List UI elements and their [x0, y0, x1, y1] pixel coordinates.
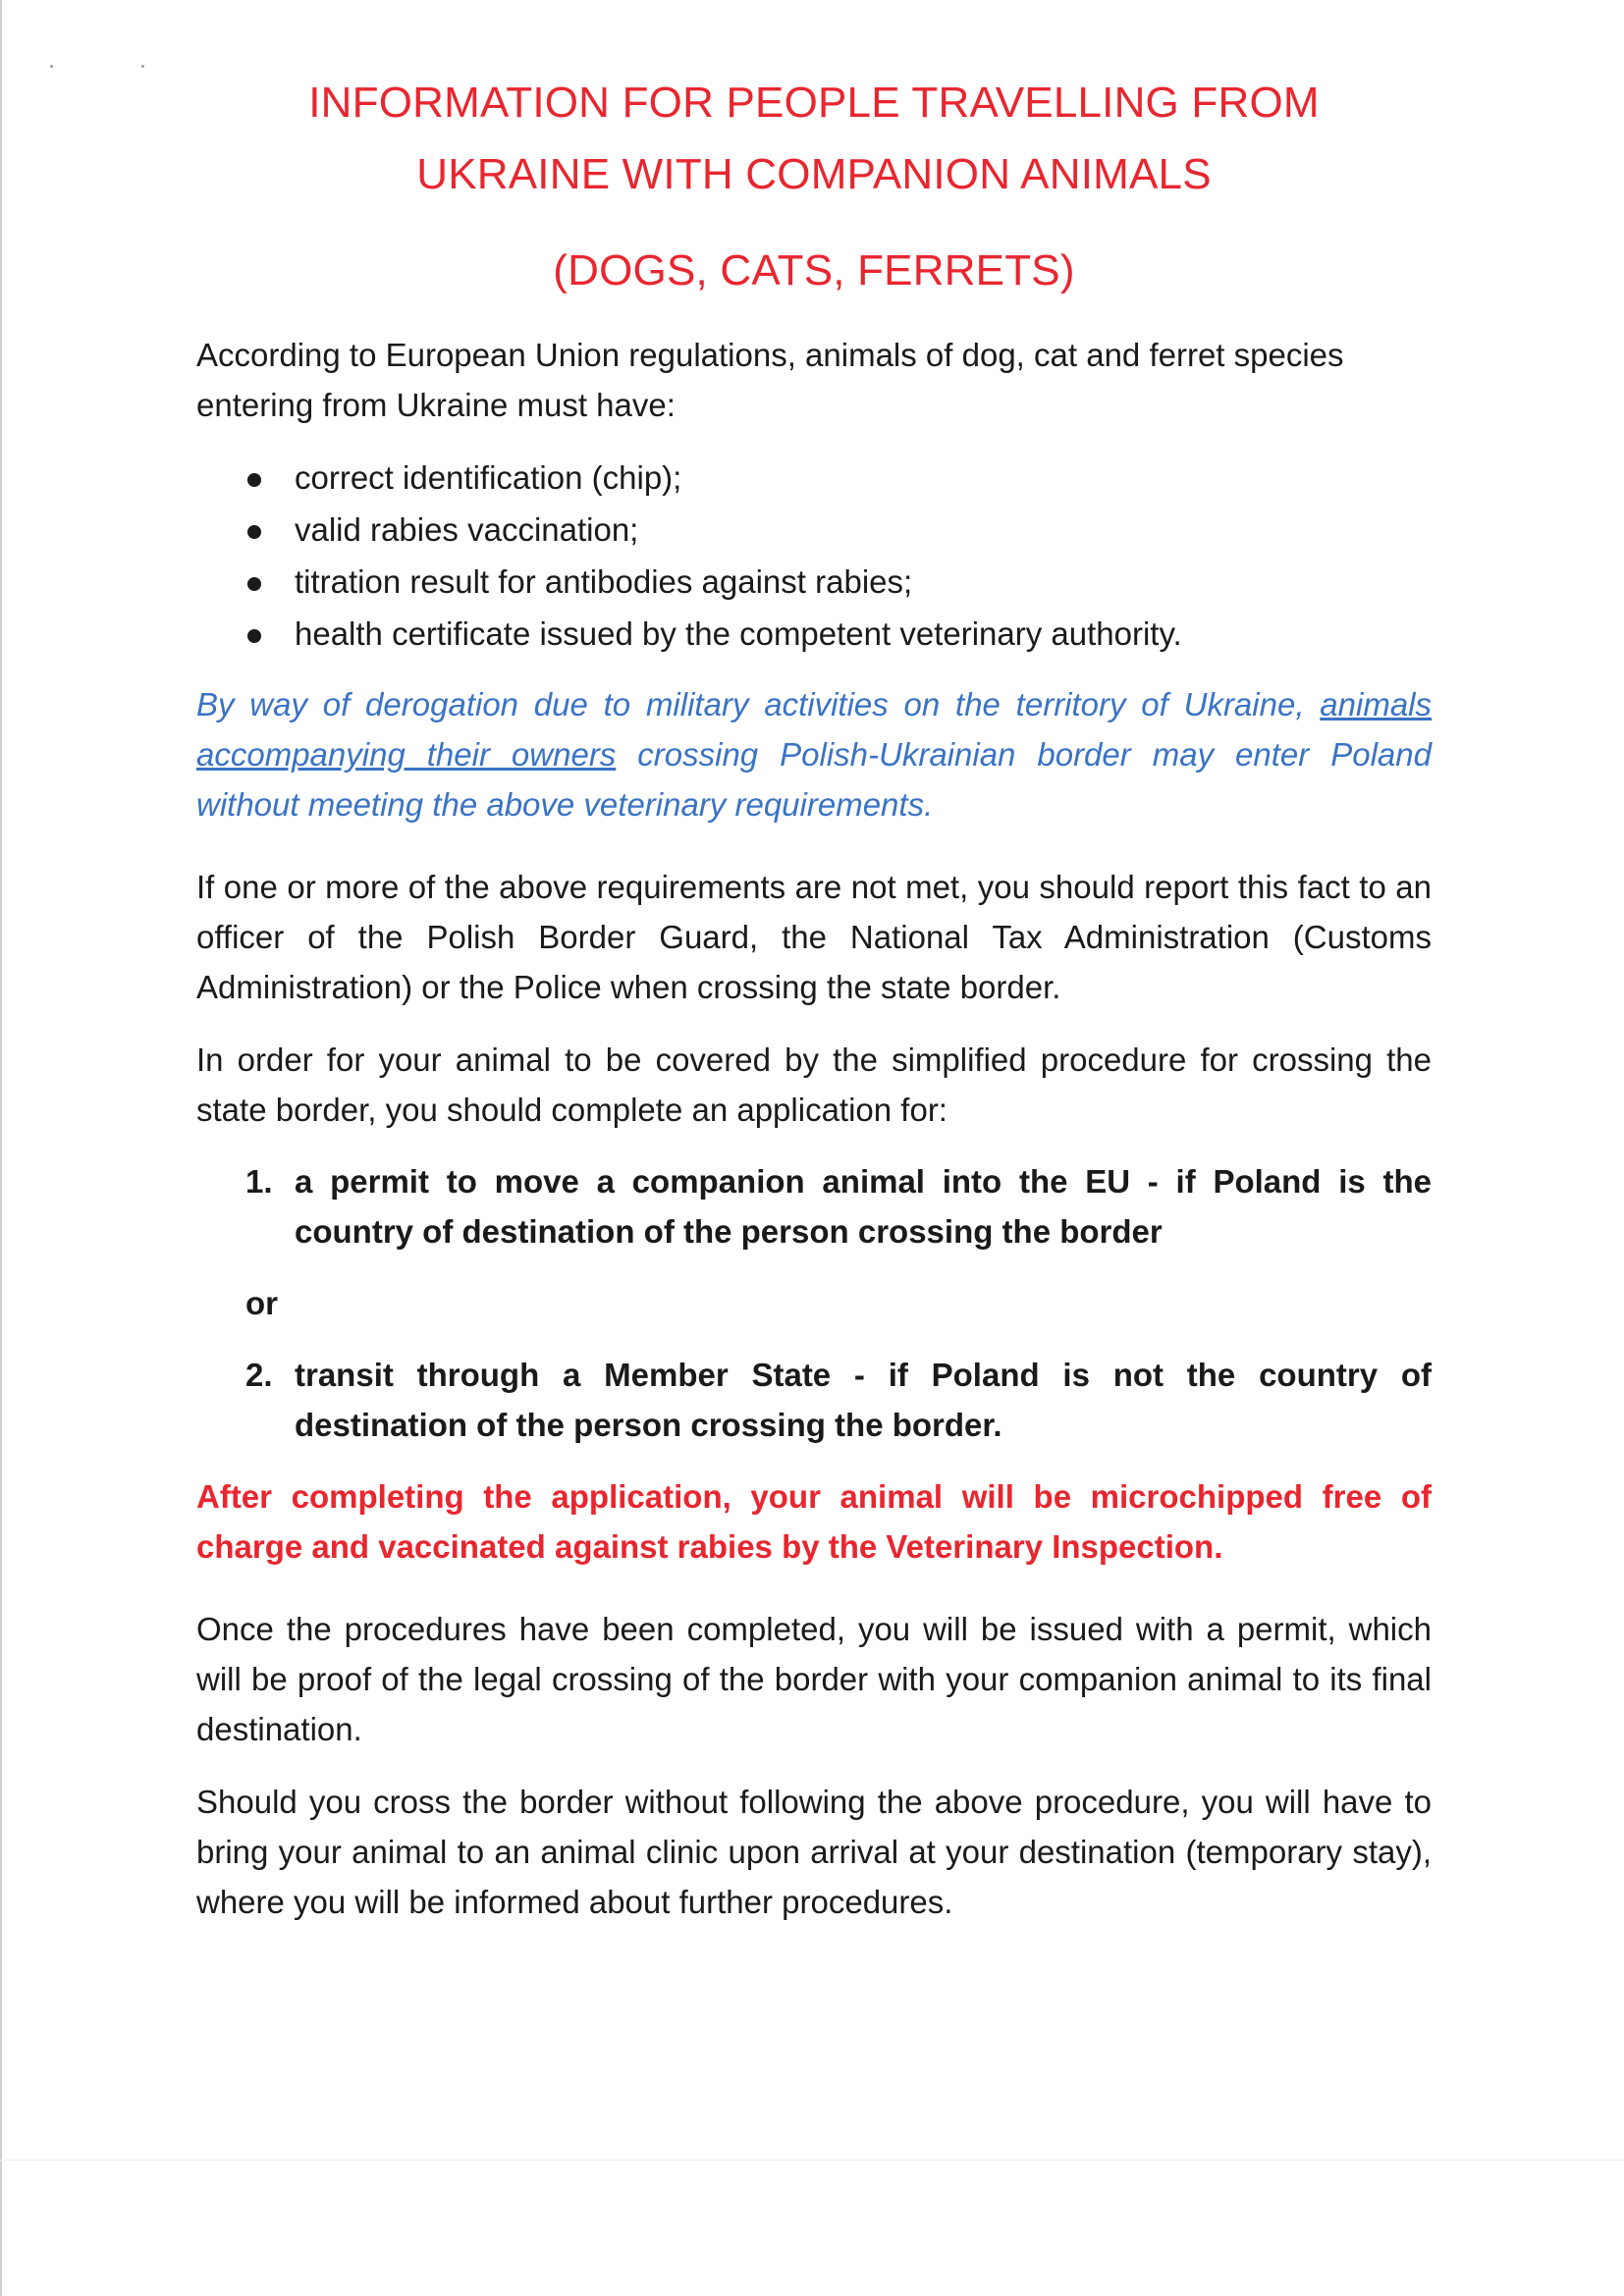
list-number: 2. [245, 1357, 273, 1393]
application-list [196, 1350, 1432, 1450]
requirement-text: valid rabies vaccination; [295, 511, 639, 548]
intro-paragraph: According to European Union regulations, animals of dog, cat and ferret species entering from Ukraine must have: [196, 337, 1344, 423]
list-number: 1. [245, 1163, 273, 1200]
scan-speck [141, 65, 144, 68]
without-procedure-paragraph: Should you cross the border without following the above procedure, you will have to bring your animal to an animal clinic upon arrival at your destination (temporary stay), where you will be informed about further procedures. [196, 1784, 1432, 1920]
bullet-icon [247, 577, 261, 591]
list-item [196, 452, 1432, 504]
document-title [196, 67, 1432, 306]
list-item [196, 1156, 1432, 1256]
document-page [196, 67, 1432, 1927]
title-line-2: UKRAINE WITH COMPANION ANIMALS [416, 150, 1212, 198]
requirement-text: correct identification (chip); [295, 459, 682, 496]
derogation-text-start: By way of derogation due to military activities on the territory of Ukraine, [196, 686, 1305, 722]
list-item [196, 608, 1432, 660]
application-list [196, 1156, 1432, 1256]
list-item [196, 504, 1432, 556]
scan-speck [50, 65, 53, 68]
requirement-text: health certificate issued by the competent veterinary authority. [295, 615, 1182, 652]
report-paragraph: If one or more of the above requirements are not met, you should report this fact to an officer of the Polish Border Guard, the National Tax Administration (Customs Administration) or the Police when crossing the state border. [196, 869, 1432, 1005]
requirement-text: titration result for antibodies against rabies; [295, 563, 913, 600]
bullet-icon [247, 525, 261, 539]
derogation-text-end: crossing Polish-Ukrainian border may enter Poland without meeting the above veterinary requirements. [196, 736, 1432, 823]
list-item [196, 1350, 1432, 1450]
title-line-1: INFORMATION FOR PEOPLE TRAVELLING FROM [308, 79, 1320, 127]
derogation-underlined-text: animals accompanying their owners [196, 686, 1433, 773]
title-line-3: (DOGS, CATS, FERRETS) [553, 246, 1075, 294]
application-text: a permit to move a companion animal into the EU - if Poland is the country of destination of the person crossing the border [295, 1163, 1432, 1250]
microchip-notice: After completing the application, your animal will be microchipped free of charge and vaccinated against rabies by the Veterinary Inspection. [196, 1478, 1432, 1565]
scan-divider [0, 2160, 1624, 2161]
derogation-paragraph [196, 679, 1432, 829]
permit-paragraph: Once the procedures have been completed, you will be issued with a permit, which will be proof of the legal crossing of the border with your companion animal to its final destination. [196, 1611, 1432, 1747]
or-separator: or [245, 1285, 278, 1321]
scan-edge [0, 0, 2, 2296]
application-intro-paragraph: In order for your animal to be covered by the simplified procedure for crossing the state border, you should complete an application for: [196, 1041, 1432, 1128]
requirements-list [196, 452, 1432, 660]
list-item [196, 556, 1432, 608]
bullet-icon [247, 473, 261, 487]
bullet-icon [247, 629, 261, 643]
application-text: transit through a Member State - if Poland is not the country of destination of the person crossing the border. [295, 1357, 1432, 1443]
